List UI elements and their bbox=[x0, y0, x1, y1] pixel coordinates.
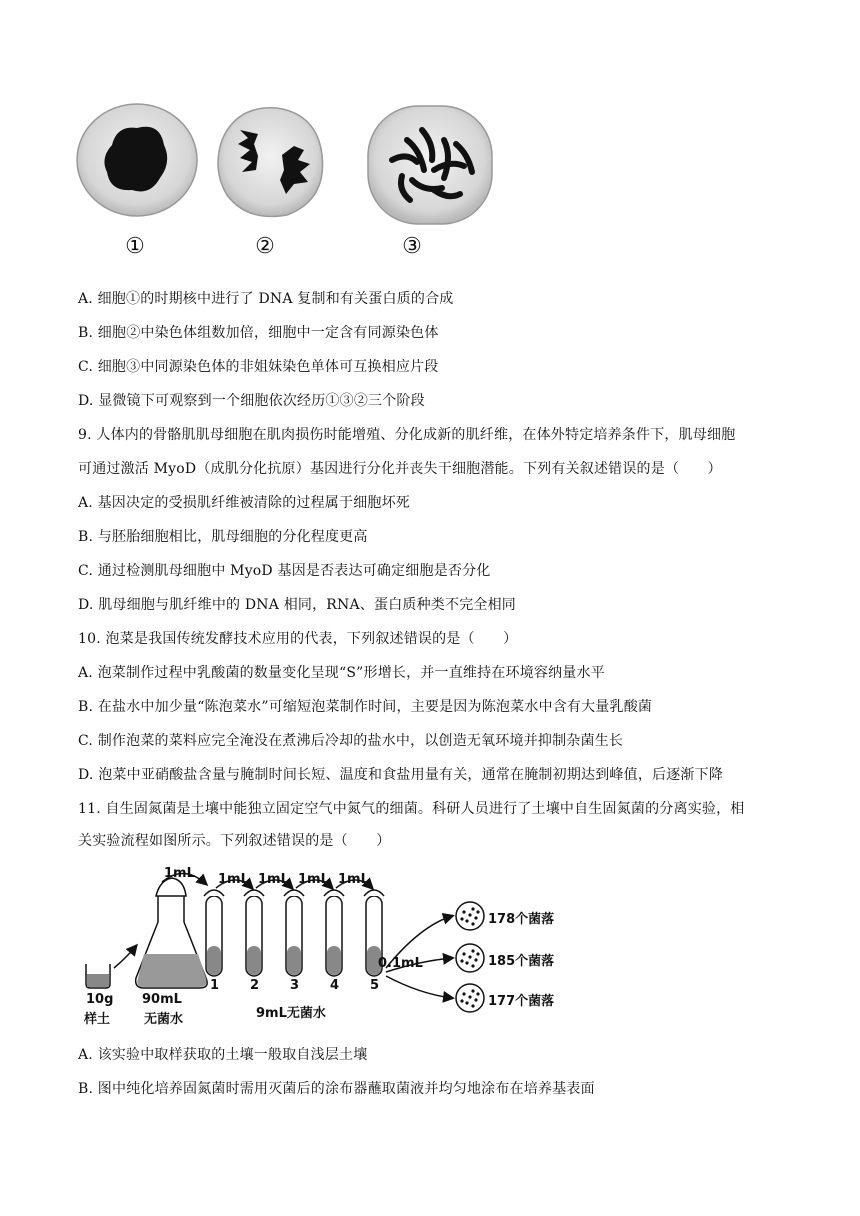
cell-1-image bbox=[77, 104, 197, 216]
tube-label: 9mL无菌水 bbox=[256, 1006, 326, 1021]
q10-stem: 10. 泡菜是我国传统发酵技术应用的代表，下列叙述错误的是（ ） bbox=[78, 631, 518, 647]
colony-count-1: 178个菌落 bbox=[488, 912, 555, 927]
transfer-label-3: 1mL bbox=[298, 872, 329, 887]
q9-option-a: A. 基因决定的受损肌纤维被清除的过程属于细胞坏死 bbox=[78, 495, 411, 511]
cell-3-image bbox=[368, 106, 492, 224]
flask-label: 无菌水 bbox=[144, 1012, 184, 1027]
cell-label-3: ③ bbox=[402, 234, 422, 259]
test-tubes bbox=[204, 890, 384, 976]
cell-2-image bbox=[218, 108, 323, 217]
tube-number-3: 3 bbox=[290, 978, 300, 993]
q10-option-a: A. 泡菜制作过程中乳酸菌的数量变化呈现“S”形增长，并一直维持在环境容纳量水平 bbox=[78, 665, 605, 681]
sample-amount: 10g bbox=[86, 992, 114, 1007]
q10-option-b: B. 在盐水中加少量“陈泡菜水”可缩短泡菜制作时间，主要是因为陈泡菜水中含有大量乳酸菌 bbox=[78, 699, 653, 715]
q9-stem-line-2: 可通过激活 MyoD（成肌分化抗原）基因进行分化并丧失干细胞潜能。下列有关叙述错误的是（ ） bbox=[78, 461, 722, 477]
q9-option-c: C. 通过检测肌母细胞中 MyoD 基因是否表达可确定细胞是否分化 bbox=[78, 563, 491, 579]
q8-option-d: D. 显微镜下可观察到一个细胞依次经历①③②三个阶段 bbox=[78, 393, 425, 409]
transfer-label-first: 1mL bbox=[164, 866, 195, 881]
dilution-diagram bbox=[80, 866, 600, 1026]
q10-option-d: D. 泡菜中亚硝酸盐含量与腌制时间长短、温度和食盐用量有关，通常在腌制初期达到峰值，后逐渐下降 bbox=[78, 767, 724, 783]
flask-icon bbox=[136, 878, 207, 988]
tube-number-4: 4 bbox=[330, 978, 340, 993]
cell-micrographs bbox=[72, 100, 502, 230]
tube-number-2: 2 bbox=[250, 978, 260, 993]
q11-option-a: A. 该实验中取样获取的土壤一般取自浅层土壤 bbox=[78, 1047, 368, 1063]
q11-option-b: B. 图中纯化培养固氮菌时需用灭菌后的涂布器蘸取菌液并均匀地涂布在培养基表面 bbox=[78, 1081, 595, 1097]
q8-option-a: A. 细胞①的时期核中进行了 DNA 复制和有关蛋白质的合成 bbox=[78, 291, 454, 307]
plating-volume: 0.1mL bbox=[378, 956, 423, 971]
sample-name: 样土 bbox=[84, 1012, 111, 1027]
cell-images bbox=[72, 100, 502, 270]
cell-label-1: ① bbox=[125, 234, 145, 259]
tube-number-5: 5 bbox=[370, 978, 380, 993]
colony-count-2: 185个菌落 bbox=[488, 954, 555, 969]
transfer-label-2: 1mL bbox=[258, 872, 289, 887]
q10-option-c: C. 制作泡菜的菜料应完全淹没在煮沸后冷却的盐水中，以创造无氧环境并抑制杂菌生长 bbox=[78, 733, 624, 749]
beaker-icon bbox=[86, 964, 110, 988]
q9-option-d: D. 肌母细胞与肌纤维中的 DNA 相同，RNA、蛋白质种类不完全相同 bbox=[78, 597, 517, 613]
flask-volume: 90mL bbox=[142, 992, 182, 1007]
transfer-label-4: 1mL bbox=[338, 872, 369, 887]
tube-number-1: 1 bbox=[210, 978, 220, 993]
q11-stem-line-2: 关实验流程如图所示。下列叙述错误的是（ ） bbox=[78, 833, 391, 849]
q9-option-b: B. 与胚胎细胞相比，肌母细胞的分化程度更高 bbox=[78, 529, 368, 545]
colony-count-3: 177个菌落 bbox=[488, 994, 555, 1009]
q8-option-c: C. 细胞③中同源染色体的非姐妹染色单体可互换相应片段 bbox=[78, 359, 439, 375]
q8-option-b: B. 细胞②中染色体组数加倍，细胞中一定含有同源染色体 bbox=[78, 325, 439, 341]
q11-stem-line-1: 11. 自生固氮菌是土壤中能独立固定空气中氮气的细菌。科研人员进行了土壤中自生固氮菌的分离实验，相 bbox=[78, 801, 745, 817]
cell-label-2: ② bbox=[255, 234, 275, 259]
transfer-label-1: 1mL bbox=[218, 872, 249, 887]
q9-stem-line-1: 9. 人体内的骨骼肌肌母细胞在肌肉损伤时能增殖、分化成新的肌纤维，在体外特定培养条件下，肌母细胞 bbox=[78, 427, 736, 443]
petri-dishes bbox=[456, 902, 484, 1012]
